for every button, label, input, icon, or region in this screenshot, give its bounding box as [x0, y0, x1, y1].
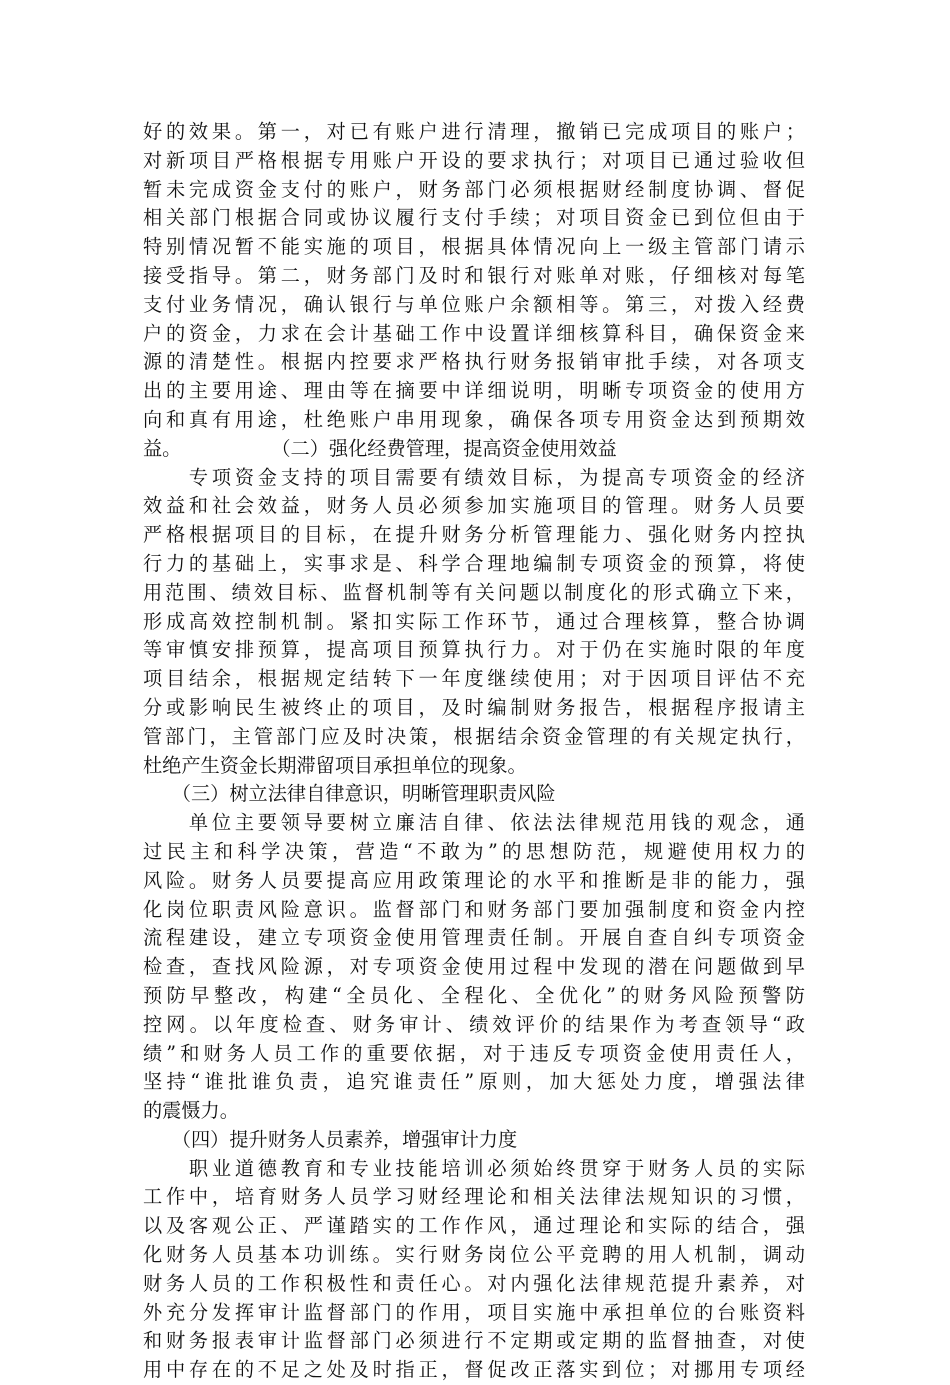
text-line: 严格根据项目的目标，在提升财务分析管理能力、强化财务内控执 [143, 523, 805, 547]
paragraph-1 [143, 118, 805, 464]
text-line: 支付业务情况，确认银行与单位账户余额相等。第三，对拨入经费 [143, 292, 805, 316]
text-line: 接受指导。第二，财务部门及时和银行对账单对账，仔细核对每笔 [143, 263, 805, 287]
text-line: 专项资金支持的项目需要有绩效目标，为提高专项资金的经济 [143, 465, 805, 489]
text-line: 向和真有用途，杜绝账户串用现象，确保各项专用资金达到预期效 [143, 407, 805, 431]
text-line: 行力的基础上，实事求是、科学合理地编制专项资金的预算，将使 [143, 551, 805, 575]
text-line: 形成高效控制机制。紧扣实际工作环节，通过合理核算，整合协调 [143, 609, 805, 633]
text-line: 等审慎安排预算，提高项目预算执行力。对于仍在实施时限的年度 [143, 638, 805, 662]
paragraph-4 [143, 1155, 805, 1385]
text-line-with-heading [143, 435, 805, 464]
text-line: 用范围、绩效目标、监督机制等有关问题以制度化的形式确立下来， [143, 580, 805, 604]
paragraph-3 [143, 809, 805, 1126]
text-line: 外充分发挥审计监督部门的作用，项目实施中承担单位的台账资料 [143, 1300, 805, 1324]
text-line: 控网。以年度检查、财务审计、绩效评价的结果作为考查领导“政 [143, 1012, 805, 1036]
text-line: 职业道德教育和专业技能培训必须始终贯穿于财务人员的实际 [143, 1156, 805, 1180]
text-line: 出的主要用途、理由等在摘要中详细说明，明晰专项资金的使用方 [143, 379, 805, 403]
text-line: 源的清楚性。根据内控要求严格执行财务报销审批手续，对各项支 [143, 350, 805, 374]
text-line: 财务人员的工作积极性和责任心。对内强化法律规范提升素养，对 [143, 1271, 805, 1295]
paragraph-2 [143, 464, 805, 781]
text-line: 用中存在的不足之处及时指正，督促改正落实到位；对挪用专项经 [143, 1358, 805, 1382]
text-line: 管部门，主管部门应及时决策，根据结余资金管理的有关规定执行， [143, 724, 805, 748]
paragraph-end-text: 益。 [143, 436, 182, 460]
text-line: 风险。财务人员要提高应用政策理论的水平和推断是非的能力，强 [143, 868, 805, 892]
text-line: 流程建设，建立专项资金使用管理责任制。开展自查自纠专项资金 [143, 926, 805, 950]
text-line: 相关部门根据合同或协议履行支付手续；对项目资金已到位但由于 [143, 206, 805, 230]
text-line: 以及客观公正、严谨踏实的工作作风，通过理论和实际的结合，强 [143, 1214, 805, 1238]
text-line: 化岗位职责风险意识。监督部门和财务部门要加强制度和资金内控 [143, 897, 805, 921]
text-line: 暂未完成资金支付的账户，财务部门必须根据财经制度协调、督促 [143, 177, 805, 201]
text-line: 项目结余，根据规定结转下一年度继续使用；对于因项目评估不充 [143, 667, 805, 691]
text-line: 和财务报表审计监督部门必须进行不定期或定期的监督抽查，对使 [143, 1329, 805, 1353]
section-heading-3: （三）树立法律自律意识，明晰管理职责风险 [143, 782, 556, 806]
text-line: 好的效果。第一，对已有账户进行清理，撤销已完成项目的账户； [143, 120, 805, 143]
section-heading-2: （二）强化经费管理，提高资金使用效益 [271, 436, 617, 460]
text-line: 单位主要领导要树立廉洁自律、依法法律规范用钱的观念，通 [143, 811, 805, 835]
text-line: 化财务人员基本功训练。实行财务岗位公平竞聘的用人机制，调动 [143, 1243, 805, 1267]
text-line: 过民主和科学决策，营造“不敢为”的思想防范，规避使用权力的 [143, 839, 805, 863]
text-line: 特别情况暂不能实施的项目，根据具体情况向上一级主管部门请示 [143, 235, 805, 259]
text-line: 坚持“谁批谁负责，追究谁责任”原则，加大惩处力度，增强法律 [143, 1070, 805, 1094]
text-line: 的震慑力。 [143, 1099, 239, 1123]
text-line: 检查，查找风险源，对专项资金使用过程中发现的潜在问题做到早 [143, 955, 805, 979]
document-page [143, 118, 805, 1385]
text-line: 杜绝产生资金长期滞留项目承担单位的现象。 [143, 753, 527, 777]
text-line: 效益和社会效益，财务人员必须参加实施项目的管理。财务人员要 [143, 494, 805, 518]
section-heading-4: （四）提升财务人员素养，增强审计力度 [143, 1127, 518, 1151]
text-line: 预防早整改，构建“全员化、全程化、全优化”的财务风险预警防 [143, 983, 805, 1007]
text-line: 分或影响民生被终止的项目，及时编制财务报告，根据程序报请主 [143, 695, 805, 719]
text-line: 对新项目严格根据专用账户开设的要求执行；对项目已通过验收但 [143, 148, 805, 172]
text-line: 工作中，培育财务人员学习财经理论和相关法律法规知识的习惯， [143, 1185, 805, 1209]
text-line: 绩”和财务人员工作的重要依据，对于违反专项资金使用责任人， [143, 1041, 805, 1065]
text-line: 户的资金，力求在会计基础工作中设置详细核算科目，确保资金来 [143, 321, 805, 345]
